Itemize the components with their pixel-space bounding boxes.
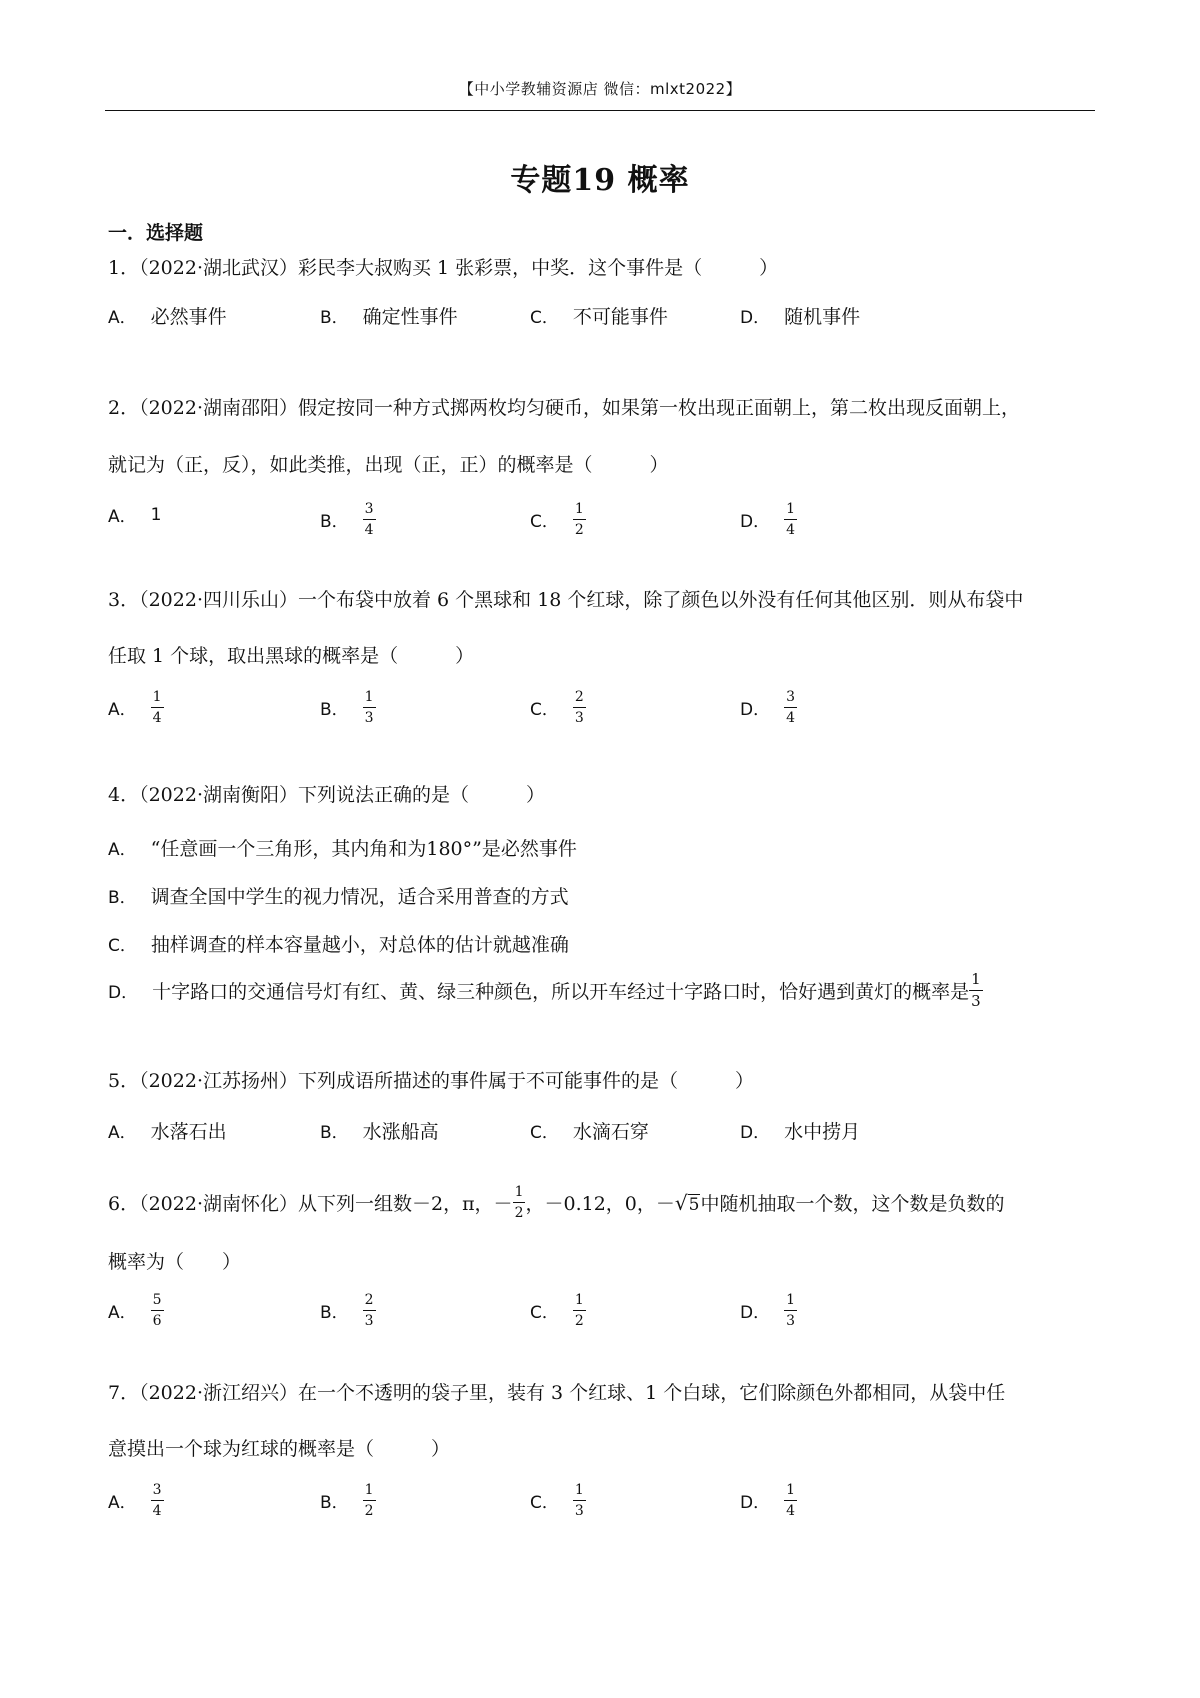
header-rule <box>105 110 1095 111</box>
option-fraction: $\frac{1}{2}$ <box>364 1482 374 1519</box>
option-d[interactable] <box>740 1483 797 1518</box>
option-letter: C． <box>108 936 137 956</box>
option-d[interactable] <box>740 690 797 725</box>
section-heading: 一．选择题 <box>108 222 204 244</box>
option-fraction: $\frac{5}{6}$ <box>152 1292 162 1329</box>
option-c[interactable] <box>530 1117 649 1144</box>
option-fraction: $\frac{3}{4}$ <box>786 689 796 726</box>
option-letter: D． <box>108 983 139 1003</box>
option-b[interactable] <box>320 690 376 725</box>
option-c[interactable] <box>530 1293 586 1328</box>
option-letter: D． <box>740 700 771 720</box>
option-letter: A． <box>108 700 137 720</box>
option-fraction: $\frac{3}{4}$ <box>364 501 374 538</box>
option-letter: A． <box>108 840 137 860</box>
option-text: 确定性事件 <box>362 306 458 328</box>
option-letter: D． <box>740 1303 771 1323</box>
option-letter: C． <box>530 1123 559 1143</box>
option-fraction: $\frac{1}{3}$ <box>364 689 374 726</box>
option-letter: C． <box>530 700 559 720</box>
option-letter: D． <box>740 308 771 328</box>
option-a[interactable] <box>108 1293 164 1328</box>
option-letter: B． <box>320 1303 349 1323</box>
option-fraction: $\frac{1}{4}$ <box>786 501 796 538</box>
option-letter: C． <box>530 1493 559 1513</box>
option-fraction: $\frac{2}{3}$ <box>574 689 584 726</box>
option-a[interactable] <box>108 1117 227 1144</box>
option-letter: B． <box>320 512 349 532</box>
option-b[interactable] <box>320 502 376 537</box>
option-fraction: $\frac{1}{4}$ <box>786 1482 796 1519</box>
option-text: 必然事件 <box>150 306 227 328</box>
option-letter: D． <box>740 512 771 532</box>
option-text: 调查全国中学生的视力情况，适合采用普查的方式 <box>150 886 569 908</box>
option-b[interactable] <box>320 1483 376 1518</box>
option-letter: B． <box>108 888 137 908</box>
question-6-part-c: 中随机抽取一个数，这个数是负数的 <box>700 1193 1005 1215</box>
option-fraction: $\frac{1}{3}$ <box>786 1292 796 1329</box>
question-6-part-b: ，－0.12，0，－ <box>525 1193 675 1215</box>
option-letter: D． <box>740 1123 771 1143</box>
option-fraction: $\frac{1}{2}$ <box>574 1292 584 1329</box>
question-4-text: 4．（2022·湖南衡阳）下列说法正确的是（ ） <box>108 784 545 806</box>
question-1-text: 1．（2022·湖北武汉）彩民李大叔购买 1 张彩票，中奖．这个事件是（ ） <box>108 257 779 279</box>
option-text: 水滴石穿 <box>572 1121 649 1143</box>
option-letter: A． <box>108 1493 137 1513</box>
option-a[interactable] <box>108 502 161 527</box>
option-letter: B． <box>320 308 349 328</box>
option-c[interactable] <box>530 502 586 537</box>
option-d[interactable] <box>740 1293 797 1328</box>
option-text: “任意画一个三角形，其内角和为180°”是必然事件 <box>150 838 577 860</box>
option-letter: A． <box>108 507 137 527</box>
sqrt-expression: √ 5 <box>674 1190 700 1215</box>
question-3-text-line-1: 3．（2022·四川乐山）一个布袋中放着 6 个黑球和 18 个红球，除了颜色以外没有任何其他区别．则从布袋中 <box>108 589 1024 611</box>
option-letter: A． <box>108 1303 137 1323</box>
question-6-text-line-2: 概率为（ ） <box>108 1251 242 1273</box>
radical-sign-icon: √ <box>674 1190 688 1215</box>
question-3-text-line-2: 任取 1 个球，取出黑球的概率是（ ） <box>108 645 475 667</box>
option-b[interactable] <box>320 1293 376 1328</box>
option-text: 水中捞月 <box>784 1121 861 1143</box>
option-letter: C． <box>530 308 559 328</box>
option-a[interactable] <box>108 1483 164 1518</box>
option-letter: C． <box>530 512 559 532</box>
option-fraction: $\frac{1}{3}$ <box>574 1482 584 1519</box>
option-c[interactable] <box>530 302 668 329</box>
option-fraction: $\frac{1}{3}$ <box>971 970 981 1010</box>
question-4-option-c[interactable] <box>108 930 569 957</box>
option-text: 随机事件 <box>784 306 861 328</box>
option-fraction: $\frac{1}{2}$ <box>574 501 584 538</box>
option-fraction: $\frac{1}{4}$ <box>152 689 162 726</box>
option-letter: C． <box>530 1303 559 1323</box>
option-d[interactable] <box>740 502 797 537</box>
option-text: 十字路口的交通信号灯有红、黄、绿三种颜色，所以开车经过十字路口时，恰好遇到黄灯的概率是 <box>152 981 970 1003</box>
question-4-option-b[interactable] <box>108 882 569 909</box>
option-letter: D． <box>740 1493 771 1513</box>
option-text: 水落石出 <box>150 1121 227 1143</box>
option-text: 1 <box>150 504 162 525</box>
option-letter: B． <box>320 1123 349 1143</box>
option-letter: B． <box>320 1493 349 1513</box>
page-header: 【中小学教辅资源店 微信：mlxt2022】 <box>458 80 742 98</box>
option-text: 抽样调查的样本容量越小，对总体的估计就越准确 <box>150 934 569 956</box>
option-text: 不可能事件 <box>572 306 668 328</box>
question-4-option-a[interactable] <box>108 834 577 861</box>
question-5-text: 5．（2022·江苏扬州）下列成语所描述的事件属于不可能事件的是（ ） <box>108 1070 754 1092</box>
option-b[interactable] <box>320 302 458 329</box>
option-letter: B． <box>320 700 349 720</box>
question-6-part-a: 6．（2022·湖南怀化）从下列一组数－2，π，－ <box>108 1193 513 1215</box>
option-d[interactable] <box>740 1117 860 1144</box>
option-c[interactable] <box>530 1483 586 1518</box>
page-title: 专题19 概率 <box>510 163 690 198</box>
question-6-text-line-1 <box>108 1185 1004 1220</box>
option-text: 水涨船高 <box>362 1121 439 1143</box>
question-7-text-line-2: 意摸出一个球为红球的概率是（ ） <box>108 1438 451 1460</box>
option-letter: A． <box>108 1123 137 1143</box>
option-fraction: $\frac{2}{3}$ <box>364 1292 374 1329</box>
option-a[interactable] <box>108 690 164 725</box>
question-2-text-line-2: 就记为（正，反），如此类推，出现（正，正）的概率是（ ） <box>108 454 669 476</box>
inline-fraction: $\frac{1}{2}$ <box>514 1184 524 1221</box>
question-7-text-line-1: 7．（2022·浙江绍兴）在一个不透明的袋子里，装有 3 个红球、1 个白球，它们除颜色外都相同，从袋中任 <box>108 1382 1006 1404</box>
option-letter: A． <box>108 308 137 328</box>
option-fraction: $\frac{3}{4}$ <box>152 1482 162 1519</box>
option-b[interactable] <box>320 1117 439 1144</box>
question-4-option-d[interactable] <box>108 972 983 1009</box>
option-a[interactable] <box>108 302 227 329</box>
option-c[interactable] <box>530 690 586 725</box>
option-d[interactable] <box>740 302 860 329</box>
question-2-text-line-1: 2．（2022·湖南邵阳）假定按同一种方式掷两枚均匀硬币，如果第一枚出现正面朝上，第二枚出现反面朝上， <box>108 397 1020 419</box>
